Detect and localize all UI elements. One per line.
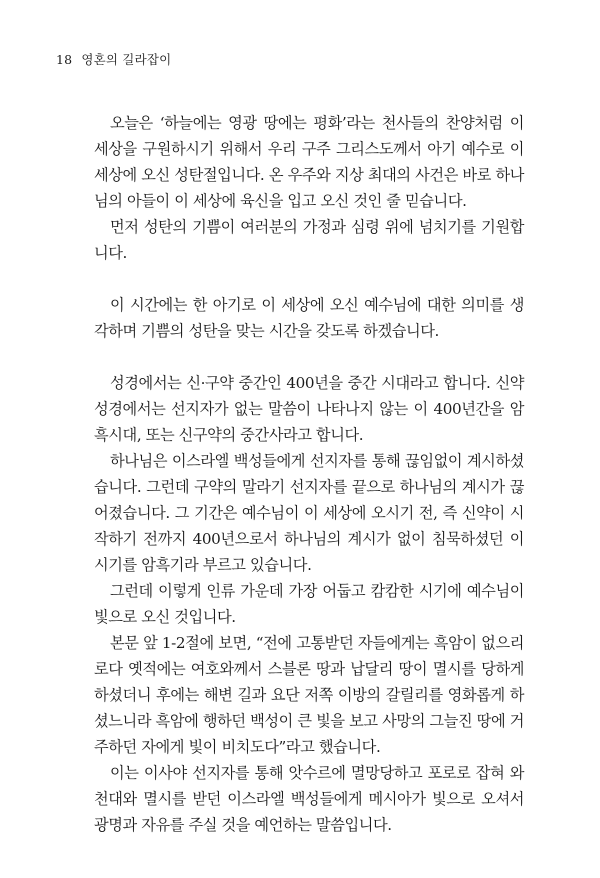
paragraph-gap — [94, 344, 524, 370]
book-title: 영혼의 길라잡이 — [81, 52, 172, 67]
paragraph: 하나님은 이스라엘 백성들에게 선지자를 통해 끊임없이 계시하셨습니다. 그런데 구약의 말라기 선지자를 끝으로 하나님의 계시가 끊어졌습니다. 그 기간은 예수님이 이 세상에 오시기 전, 즉 신약이 시작하기 전까지 400년으로서 하나님의 계시가 없이 침묵하셨던 이 시기를 암흑기라 부르고 있습니다. — [94, 452, 524, 574]
paragraph: 성경에서는 신·구약 중간인 400년을 중간 시대라고 합니다. 신약성경에서는 선지자가 없는 말씀이 나타나지 않는 이 400년간을 암흑시대, 또는 신구약의 중간사라고 합니다. — [94, 374, 524, 444]
page-number: 18 — [56, 52, 73, 67]
running-header — [56, 50, 171, 68]
paragraph: 그런데 이렇게 인류 가운데 가장 어둡고 캄캄한 시기에 예수님이 빛으로 오신 것입니다. — [94, 582, 524, 626]
paragraph: 본문 앞 1-2절에 보면, “전에 고통받던 자들에게는 흑암이 없으리로다 옛적에는 여호와께서 스블론 땅과 납달리 땅이 멸시를 당하게 하셨더니 후에는 해변 길과 요단 저쪽 이방의 갈릴리를 영화롭게 하셨느니라 흑암에 행하던 백성이 큰 빛을 보고 사망의 그늘진 땅에 거주하던 자에게 빛이 비치도다”라고 했습니다. — [94, 634, 524, 756]
paragraph-gap — [94, 266, 524, 292]
paragraph: 오늘은 ‘하늘에는 영광 땅에는 평화’라는 천사들의 찬양처럼 이 세상을 구원하시기 위해서 우리 구주 그리스도께서 아기 예수로 이 세상에 오신 성탄절입니다. 온 우주와 지상 최대의 사건은 바로 하나님의 아들이 이 세상에 육신을 입고 오신 것인 줄 믿습니다. — [94, 114, 524, 210]
paragraph: 이 시간에는 한 아기로 이 세상에 오신 예수님에 대한 의미를 생각하며 기쁨의 성탄을 맞는 시간을 갖도록 하겠습니다. — [94, 296, 524, 340]
paragraph: 먼저 성탄의 기쁨이 여러분의 가정과 심령 위에 넘치기를 기원합니다. — [94, 218, 524, 262]
paragraph: 이는 이사야 선지자를 통해 앗수르에 멸망당하고 포로로 잡혀 와 천대와 멸시를 받던 이스라엘 백성들에게 메시아가 빛으로 오셔서 광명과 자유를 주실 것을 예언하는 말씀입니다. — [94, 764, 524, 834]
body-text — [94, 110, 524, 838]
